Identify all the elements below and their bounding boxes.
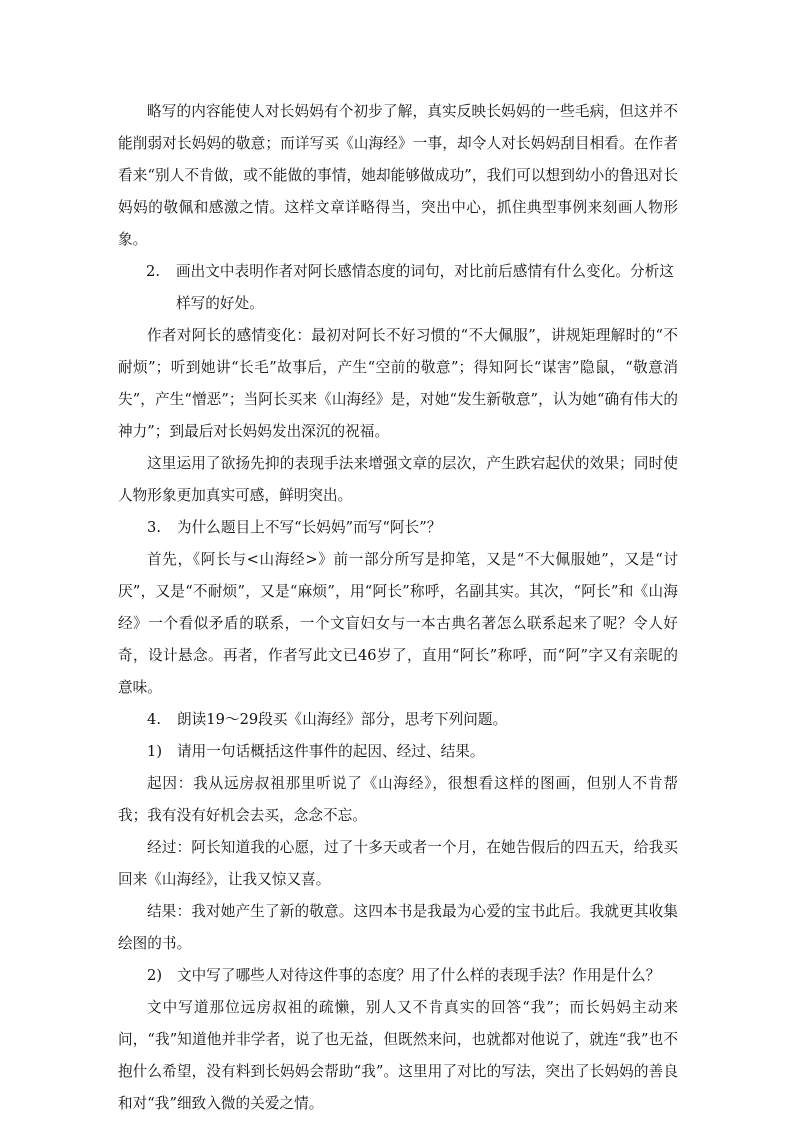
- question-text: 朗读19～29段买《山海经》部分，思考下列问题。: [177, 711, 508, 728]
- sub-question-number: 2): [147, 967, 163, 984]
- question-3: [118, 512, 678, 544]
- paragraph-detail-analysis: 略写的内容能使人对长妈妈有个初步了解，真实反映长妈妈的一些毛病，但这并不能削弱对长妈妈的敬意；而详写买《山海经》一事，却令人对长妈妈刮目相看。在作者看来“别人不肯做，或不能做的事情，她却能够做成功”，我们可以想到幼小的鲁迅对长妈妈的敬佩和感激之情。这样文章详略得当，突出中心，抓住典型事例来刻画人物形象。: [118, 103, 678, 248]
- answer-process: 经过：阿长知道我的心愿，过了十多天或者一个月，在她告假后的四五天，给我买回来《山海经》，让我又惊又喜。: [118, 839, 678, 888]
- answer-2-paragraph-1: 作者对阿长的感情变化：最初对阿长不好习惯的“不大佩服”，讲规矩理解时的“不耐烦”；听到她讲“长毛”故事后，产生“空前的敬意”；得知阿长“谋害”隐鼠，“敬意消失”，产生“憎恶”；当阿长买来《山海经》是，对她“发生新敬意”，认为她“确有伟大的神力”；到最后对长妈妈发出深沉的祝福。: [118, 327, 678, 440]
- answer-3: 首先，《阿长与<山海经>》前一部分所写是抑笔，又是“不大佩服她”，又是“讨厌”，又是“不耐烦”，又是“麻烦”，用“阿长”称呼，名副其实。其次，“阿长”和《山海经》一个看似矛盾的联系，一个文盲妇女与一本古典名著怎么联系起来了呢？令人好奇，设计悬念。再者，作者写此文已46岁了，直用“阿长”称呼，而“阿”字又有亲昵的意味。: [118, 551, 678, 696]
- sub-question-text: 文中写了哪些人对待这件事的态度？用了什么样的表现手法？作用是什么？: [177, 967, 661, 984]
- question-4-2: [118, 960, 678, 992]
- answer-result: 结果：我对她产生了新的敬意。这四本书是我最为心爱的宝书此后。我就更其收集绘图的书。: [118, 903, 678, 952]
- answer-cause: 起因：我从远房叔祖那里听说了《山海经》，很想看这样的图画，但别人不肯帮我；我有没有好机会去买，念念不忘。: [118, 775, 678, 824]
- document-body: [118, 96, 678, 1120]
- question-text: 画出文中表明作者对阿长感情态度的词句，对比前后感情有什么变化。分析这样写的好处。: [176, 263, 674, 312]
- answer-4-2: 文中写道那位远房叔祖的疏懒，别人又不肯真实的回答“我”；而长妈妈主动来问，“我”知道他并非学者，说了也无益，但既然来问，也就都对他说了，就连“我”也不抱什么希望，没有料到长妈妈会帮助“我”。这里用了对比的写法，突出了长妈妈的善良和对“我”细致入微的关爱之情。: [118, 999, 678, 1112]
- question-number: 4.: [147, 711, 162, 728]
- question-4-1: [118, 736, 678, 768]
- sub-question-number: 1): [147, 743, 163, 760]
- question-4: [118, 704, 678, 736]
- question-number: 3.: [147, 519, 162, 536]
- question-text: 为什么题目上不写“长妈妈”而写“阿长”？: [177, 519, 442, 536]
- question-2: [118, 256, 678, 320]
- question-number: 2.: [146, 263, 161, 280]
- sub-question-text: 请用一句话概括这件事件的起因、经过、结果。: [177, 743, 485, 760]
- answer-2-paragraph-2: 这里运用了欲扬先抑的表现手法来增强文章的层次，产生跌宕起伏的效果；同时使人物形象更加真实可感，鲜明突出。: [118, 455, 678, 504]
